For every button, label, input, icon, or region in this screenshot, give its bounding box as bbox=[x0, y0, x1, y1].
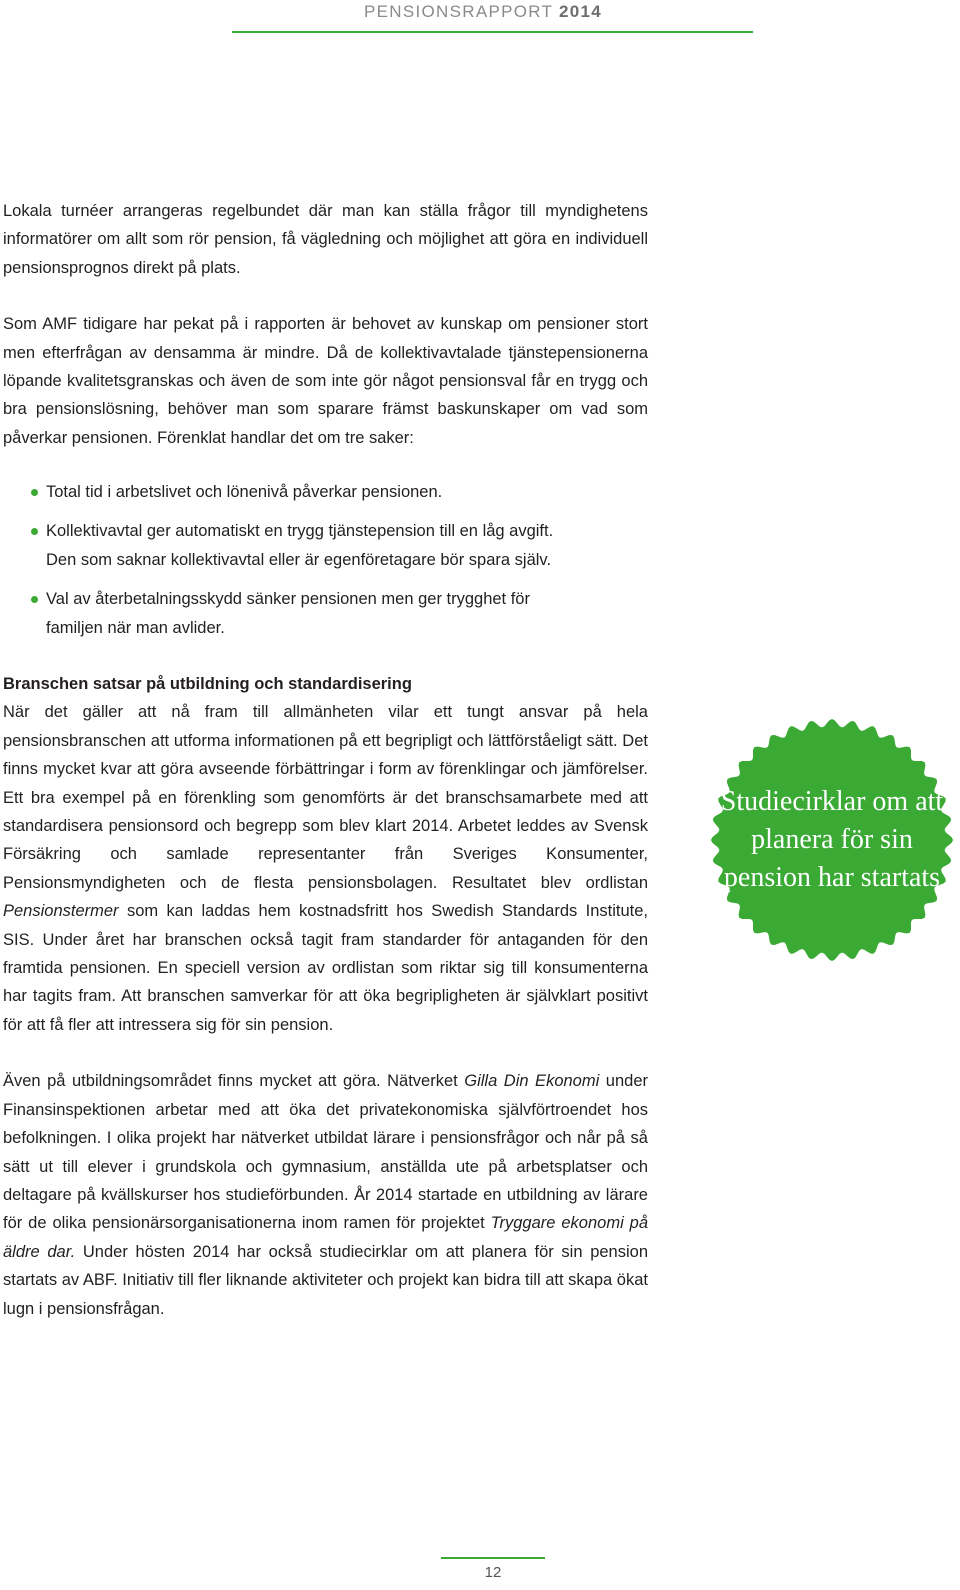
section-heading: Branschen satsar på utbildning och standardisering bbox=[3, 675, 412, 693]
bullet-section bbox=[3, 478, 648, 653]
paragraph-local-tours: Lokala turnéer arrangeras regelbundet där man kan ställa frågor till myndighetens informatörer om allt som rör pension, få vägledning och möjlighet att göra en individuell pensionsprognos direkt på plats. bbox=[3, 202, 648, 277]
paragraph-standardisation: När det gäller att nå fram till allmänheten vilar ett tungt ansvar på hela pensionsbranschen att utforma informationen på ett begripligt och lättförståeligt sätt. Det finns mycket kvar att göra avseende förbättringar i form av förenklingar och jämförelser. Ett bra exempel på en förenkling som genomförts är det branschsamarbete med att standardisera pensionsord och begrepp som blev klart 2014. Arbetet leddes av Svensk Försäkring och samlade representanter från Sveriges Konsumenter, Pensionsmyndigheten och de flesta pensionsbolagen. Resultatet blev ordlistan Pensionstermer som kan laddas hem kostnadsfritt hos Swedish Standards Institute, SIS. Under året har branschen också tagit fram standarder för antaganden för den framtida pensionen. En speciell version av ordlistan som riktar sig till konsumenterna har tagits fram. Att branschen samverkar för att öka begripligheten är självklart positivt för att få fler att intressera sig för sin pension. bbox=[3, 703, 648, 1034]
bullet-dot-icon bbox=[31, 596, 38, 603]
header-divider bbox=[232, 31, 753, 33]
paragraph-education: Även på utbildningsområdet finns mycket att göra. Nätverket Gilla Din Ekonomi under Finansinspektionen arbetar med att öka det privatekonomiska självförtroendet hos befolkningen. I olika projekt har nätverket utbildat lärare i pensionsfrågor och når på så sätt ut till elever i grundskola och gymnasium, anställda ute på arbetsplatser och deltagare på kvällskurser hos studieförbunden. År 2014 startade en utbildning av lärare för de olika pensionärsorganisationerna inom ramen för projektet Tryggare ekonomi på äldre dar. Under hösten 2014 har också studiecirklar om att planera för sin pension startats av ABF. Initiativ till fler liknande aktiviteter och projekt kan bidra till att skapa ökat lugn i pensionsfrågan. bbox=[3, 1072, 649, 1318]
study-circle-badge bbox=[710, 718, 954, 962]
list-item bbox=[3, 585, 648, 642]
header-year: 2014 bbox=[558, 2, 602, 21]
list-item bbox=[3, 478, 648, 506]
running-header bbox=[364, 2, 602, 22]
intro-block bbox=[3, 197, 648, 452]
header-title: PENSIONSRAPPORT bbox=[364, 2, 553, 21]
bullet-text: Kollektivavtal ger automatiskt en trygg tjänstepension till en låg avgift. Den som saknar kollektivavtal eller är egenföretagare bör spara själv. bbox=[46, 522, 554, 569]
bullet-text: Total tid i arbetslivet och lönenivå påverkar pensionen. bbox=[46, 483, 443, 501]
page-number: 12 bbox=[484, 1564, 502, 1581]
bullet-dot-icon bbox=[31, 528, 38, 535]
bullet-text: Val av återbetalningsskydd sänker pensionen men ger trygghet för familjen när man avlider. bbox=[46, 590, 530, 637]
footer-divider bbox=[441, 1557, 545, 1559]
bullet-list bbox=[3, 478, 648, 642]
bullet-dot-icon bbox=[31, 489, 38, 496]
paragraph-amf-knowledge: Som AMF tidigare har pekat på i rapporten är behovet av kunskap om pensioner stort men efterfrågan av densamma är mindre. Då de kollektivavtalade tjänstepensionerna löpande kvalitetsgranskas och även de som inte gör något pensionsval får en trygg och bra pensionslösning, behöver man som sparare främst baskunskaper om vad som påverkar pensionen. Förenklat handlar det om tre saker: bbox=[3, 315, 648, 447]
badge-text: Studiecirklar om att planera för sin pension har startats bbox=[720, 786, 944, 893]
list-item bbox=[3, 517, 648, 574]
industry-section bbox=[3, 670, 648, 1323]
